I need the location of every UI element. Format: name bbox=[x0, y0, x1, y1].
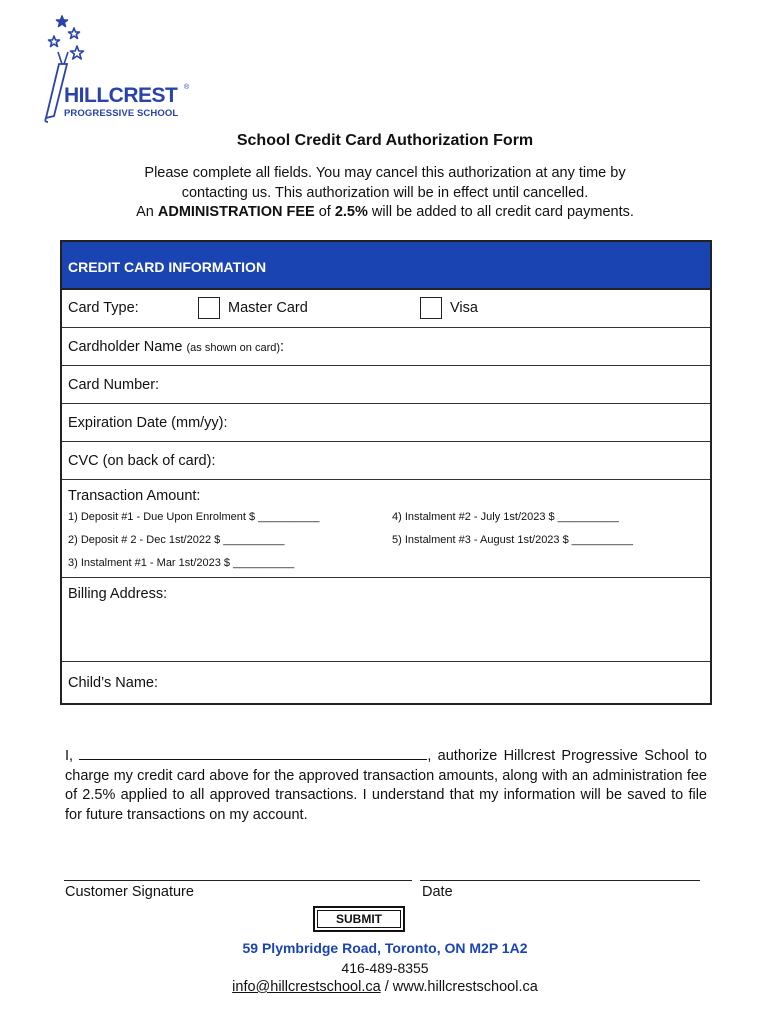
cardholder-note: (as shown on card) bbox=[186, 342, 281, 354]
card-number-field[interactable] bbox=[62, 366, 710, 404]
website-text[interactable]: www.hillcrestschool.ca bbox=[392, 979, 538, 995]
school-address: 59 Plymbridge Road, Toronto, ON M2P 1A2 bbox=[242, 940, 528, 956]
visa-checkbox[interactable] bbox=[420, 297, 442, 319]
school-phone: 416-489-8355 bbox=[341, 960, 429, 976]
billing-label: Billing Address: bbox=[68, 586, 168, 602]
transaction-label: Transaction Amount: bbox=[68, 488, 201, 504]
auth-text: , authorize Hillcrest Progressive School to charge my credit card above for the approved transaction amounts, along with an administration fee of 2.5% applied to all approved transactions. I understand that my information will be saved to file for future transactions on my account. bbox=[65, 748, 707, 823]
form-title: School Credit Card Authorization Form bbox=[236, 132, 534, 149]
intro-line-3-post: will be added to all credit card payments. bbox=[367, 204, 634, 220]
transaction-item-1[interactable]: 1) Deposit #1 - Due Upon Enrolment $ __________ bbox=[68, 511, 320, 523]
credit-card-section bbox=[60, 240, 712, 705]
mastercard-checkbox[interactable] bbox=[198, 297, 220, 319]
date-label: Date bbox=[422, 884, 453, 900]
admin-fee-label: ADMINISTRATION FEE bbox=[157, 204, 315, 220]
card-type-row bbox=[62, 290, 710, 328]
form-intro bbox=[60, 164, 710, 223]
card-number-label: Card Number: bbox=[68, 377, 160, 393]
auth-prefix: I, bbox=[65, 748, 80, 764]
intro-line-2: contacting us. This authorization will be in effect until cancelled. bbox=[181, 184, 589, 201]
intro-line-3-pre: An bbox=[136, 204, 158, 220]
submit-button[interactable]: SUBMIT bbox=[313, 906, 405, 932]
expiration-date-field[interactable] bbox=[62, 404, 710, 442]
intro-line-1: Please complete all fields. You may cancel this authorization at any time by bbox=[144, 165, 626, 181]
intro-line-3 bbox=[60, 203, 710, 223]
card-type-label: Card Type: bbox=[68, 300, 139, 316]
cvc-label: CVC (on back of card): bbox=[68, 453, 216, 469]
billing-address-field[interactable] bbox=[62, 578, 710, 662]
mastercard-label: Master Card bbox=[228, 300, 308, 316]
logo-subtitle: PROGRESSIVE SCHOOL bbox=[64, 108, 179, 119]
logo-name: HILLCREST bbox=[64, 84, 178, 107]
visa-label: Visa bbox=[450, 300, 478, 316]
section-header: CREDIT CARD INFORMATION bbox=[62, 242, 710, 290]
transaction-amount-row bbox=[62, 480, 710, 578]
contact-links bbox=[0, 979, 770, 995]
transaction-item-3[interactable]: 3) Instalment #1 - Mar 1st/2023 $ __________ bbox=[68, 557, 295, 569]
transaction-item-5[interactable]: 5) Instalment #3 - August 1st/2023 $ __________ bbox=[392, 534, 633, 546]
registered-mark: ® bbox=[184, 84, 190, 91]
cvc-field[interactable] bbox=[62, 442, 710, 480]
transaction-item-2[interactable]: 2) Deposit # 2 - Dec 1st/2022 $ __________ bbox=[68, 534, 285, 546]
admin-fee-percent: 2.5% bbox=[334, 204, 368, 220]
child-name-field[interactable] bbox=[62, 662, 710, 705]
customer-signature-line[interactable] bbox=[64, 880, 412, 881]
link-separator: / bbox=[380, 979, 393, 995]
authorizer-name-blank[interactable] bbox=[79, 746, 427, 760]
authorization-statement bbox=[65, 746, 707, 825]
child-name-label: Child’s Name: bbox=[68, 675, 158, 691]
cardholder-label: Cardholder Name bbox=[68, 339, 183, 355]
school-logo bbox=[40, 14, 200, 124]
email-link[interactable]: info@hillcrestschool.ca bbox=[232, 979, 381, 995]
customer-signature-label: Customer Signature bbox=[65, 884, 194, 900]
expiration-label: Expiration Date (mm/yy): bbox=[68, 415, 228, 431]
cardholder-name-field[interactable] bbox=[62, 328, 710, 366]
date-line[interactable] bbox=[420, 880, 700, 881]
intro-line-3-mid: of bbox=[314, 204, 335, 220]
cardholder-colon: : bbox=[280, 339, 285, 355]
transaction-item-4[interactable]: 4) Instalment #2 - July 1st/2023 $ __________ bbox=[392, 511, 619, 523]
